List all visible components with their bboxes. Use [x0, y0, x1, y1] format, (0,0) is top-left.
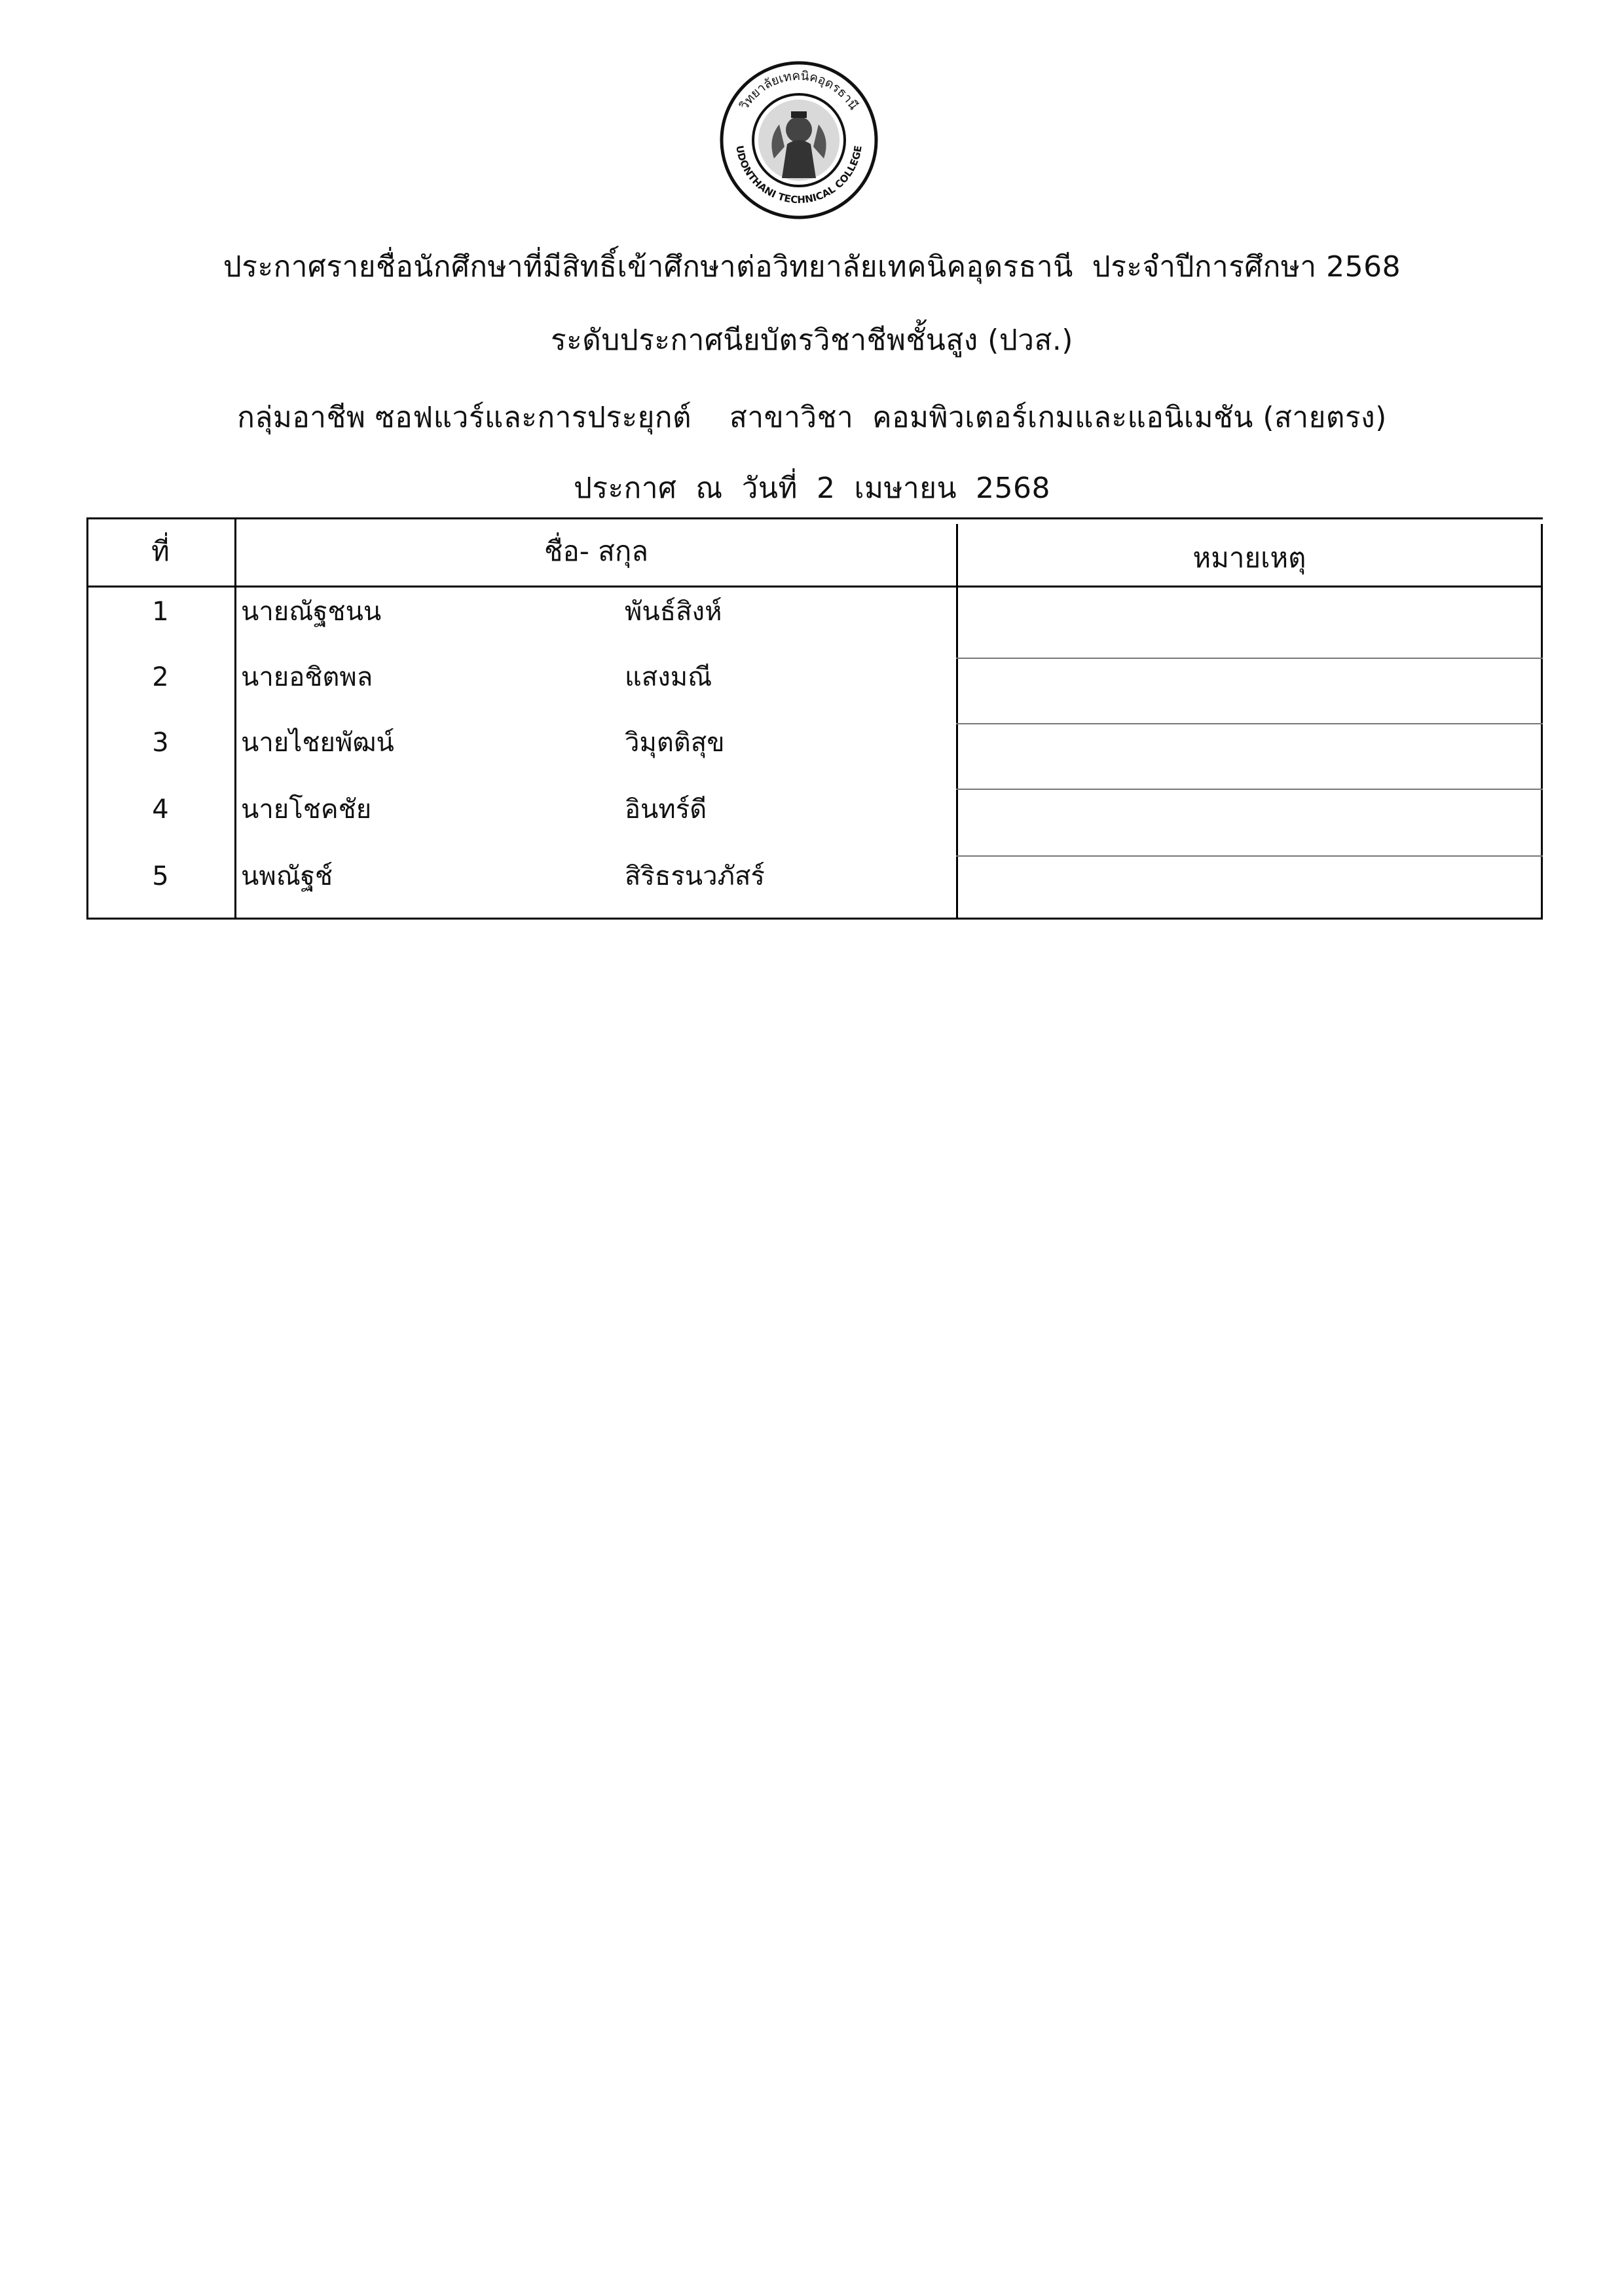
row-remark [957, 660, 1540, 713]
student-first-name: นายไชยพัฒน์ [241, 728, 394, 758]
announcement-title: ประกาศรายชื่อนักศึกษาที่มีสิทธิ์เข้าศึกษาต่อวิทยาลัยเทคนิคอุดรธานี ประจำปีการศึกษา 2568 [223, 250, 1401, 284]
row-number: 3 [152, 728, 169, 758]
college-seal-icon [719, 60, 879, 220]
program-and-major: กลุ่มอาชีพ ซอฟแวร์และการประยุกต์ สาขาวิชา คอมพิวเตอร์เกมและแอนิเมชัน (สายตรง) [237, 401, 1387, 434]
column-header-remark: หมายเหตุ [1192, 542, 1306, 574]
student-last-name: สิริธรนวภัสร์ [625, 861, 765, 891]
row-number: 1 [152, 597, 169, 627]
row-remark [957, 792, 1540, 845]
seal-bottom-text: UDONTHANI TECHNICAL COLLEGE [733, 144, 864, 206]
student-last-name: พันธ์สิงห์ [625, 597, 722, 627]
column-header-number: ที่ [151, 535, 170, 567]
student-first-name: นพณัฐช์ [241, 861, 333, 891]
student-first-name: นายอชิตพล [241, 662, 373, 692]
row-remark [957, 726, 1540, 778]
row-number: 2 [152, 662, 169, 692]
student-first-name: นายณัฐชนน [241, 597, 382, 627]
seal-top-text: วิทยาลัยเทคนิคอุดรธานี [737, 68, 861, 113]
student-first-name: นายโชคชัย [241, 794, 372, 825]
row-number: 4 [152, 794, 169, 825]
row-remark [957, 859, 1540, 912]
student-last-name: วิมุตติสุข [625, 728, 725, 758]
column-header-name: ชื่อ- สกุล [544, 535, 649, 567]
row-number: 5 [152, 861, 169, 891]
student-last-name: แสงมณี [625, 662, 712, 692]
announcement-date: ประกาศ ณ วันที่ 2 เมษายน 2568 [573, 472, 1051, 505]
row-remark [957, 595, 1540, 647]
education-level: ระดับประกาศนียบัตรวิชาชีพชั้นสูง (ปวส.) [551, 324, 1073, 357]
student-last-name: อินทร์ดี [625, 794, 707, 825]
student-roster-table [86, 517, 1543, 920]
